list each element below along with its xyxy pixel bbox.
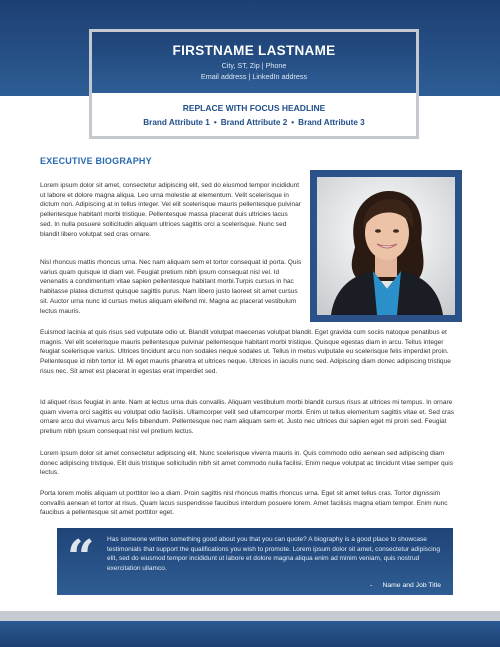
bullet-separator: • (213, 118, 217, 127)
author-name: Name and Job Title (382, 582, 441, 589)
bio-paragraph-4: Id aliquet risus feugiat in ante. Nam at lectus urna duis convallis. Aliquam vestibulum morbi blandit cursus risus at ultrices mi tempus. In ornare quam viverra orci sagittis eu volutpat odio facilisis. Ullamcorper velit sed ullamcorper morbi. Enim ut tellus elementum sagittis vitae et. Sed cras ornare arcu dui vivamus arcu felis bibendum. Pellentesque nec nam aliquam sem et. Justo nec ultrices dui sapien eget mi proin sed. Feugiat pretium nibh ipsum consequat nisl vel pretium lectus. (40, 399, 455, 436)
testimonial-box (57, 528, 453, 595)
section-title: EXECUTIVE BIOGRAPHY (40, 156, 152, 166)
contact-banner (92, 32, 416, 93)
brand-attribute-2: Brand Attribute 2 (220, 118, 288, 127)
bullet-separator: • (291, 118, 295, 127)
bio-paragraph-5: Lorem ipsum dolor sit amet consectetur adipiscing elit. Nunc scelerisque viverra mauris in. Quis commodo odio aenean sed adipiscing diam donec adipiscing tristique. Elit duis tristique sollicitudin nibh sit amet commodo nulla facilisi. Enim neque volutpat ac tincidunt vitae semper quis lectus. (40, 450, 454, 477)
brand-attribute-3: Brand Attribute 3 (298, 118, 365, 127)
bio-paragraph-6: Porta lorem mollis aliquam ut porttitor leo a diam. Proin sagittis nisl rhoncus mattis rhoncus urna. Eget sit amet tellus cras. Tortor dignissim convallis aenean et tortor at risus. Quam lacus suspendisse faucibus interdum posuere lorem. Amet facilisis magna etiam tempor. Enim nunc faucibus a pellentesque sit amet porttitor eget. (40, 490, 448, 517)
bio-paragraph-1: Lorem ipsum dolor sit amet, consectetur adipiscing elit, sed do eiusmod tempor incididunt ut labore et dolore magna aliqua. Leo urna molestie at elementum. Velit scelerisque in dictum non. Adipiscing at in tellus integer. Vel elit scelerisque mauris pellentesque pulvinar pellentesque habitant morbi tristique. Pellentesque massa placerat duis ultricies lacus sed. In nulla posuere sollicitudin aliquam ultrices sagittis orci a scelerisque. Nunc sed blandit libero volutpat sed cras ornare. (40, 182, 301, 238)
portrait-illustration (317, 177, 455, 315)
quote-icon: “ (67, 530, 95, 586)
portrait-photo (317, 177, 455, 315)
footer-color-band (0, 621, 500, 647)
portrait-frame (310, 170, 462, 322)
header-card (89, 29, 419, 139)
bio-paragraph-3: Euismod lacinia at quis risus sed vulputate odio ut. Blandit volutpat maecenas volutpat blandit. Eget gravida cum sociis natoque penatibus et magnis. Vel elit scelerisque mauris pellentesque pulvinar pellentesque habitant morbi tristique. Quisque egestas diam in arcu. Tellus integer feugiat scelerisque varius. Ultrices tincidunt arcu non sodales neque sodales ut. Tellus in metus vulputate eu scelerisque felis imperdiet proin. Pellentesque id nibh tortor id. Mi eget mauris pharetra et ultrices neque. Ultrices in iaculis nunc sed. Adipiscing diam donec adipiscing tristique risus nec. Sit amet est placerat in egestas erat imperdiet sed. (40, 329, 451, 375)
contact-location: City, ST, Zip | Phone (221, 61, 287, 70)
contact-links: Email address | LinkedIn address (200, 72, 308, 81)
brand-attributes (92, 118, 416, 127)
candidate-name: FIRSTNAME LASTNAME (172, 43, 336, 58)
testimonial-text: Has someone written something good about you that you can quote? A biography is a good place to showcase testimonials that support the qualifications you wish to promote. Lorem ipsum dolor sit amet, consectetur adipiscing elit, sed do eiusmod tempor incididunt ut labore et dolore magna aliqua enim ad minim veniam, quis nostrud exercitation ullamco. (107, 536, 440, 572)
footer-gray-stripe (0, 611, 500, 621)
testimonial-author (370, 582, 441, 589)
bio-paragraph-2: Nisl rhoncus mattis rhoncus urna. Nec nam aliquam sem et tortor consequat id porta. Quis varius quam quisque id diam vel. Feugiat pretium nibh ipsum consequat nisl vel. Id venenatis a condimentum vitae sapien pellentesque habitant morbi.Turpis cursus in hac habitasse platea dictumst quisque sagittis purus. Nam libero justo laoreet sit amet cursus sit. Auctor urna nunc id cursus metus aliquam eleifend mi. Magna ac placerat vestibulum lectus mauris. (40, 259, 302, 315)
author-dash: - (370, 582, 373, 589)
header-card-inner (92, 32, 416, 136)
brand-attribute-1: Brand Attribute 1 (143, 118, 210, 127)
focus-headline: REPLACE WITH FOCUS HEADLINE (182, 103, 326, 113)
